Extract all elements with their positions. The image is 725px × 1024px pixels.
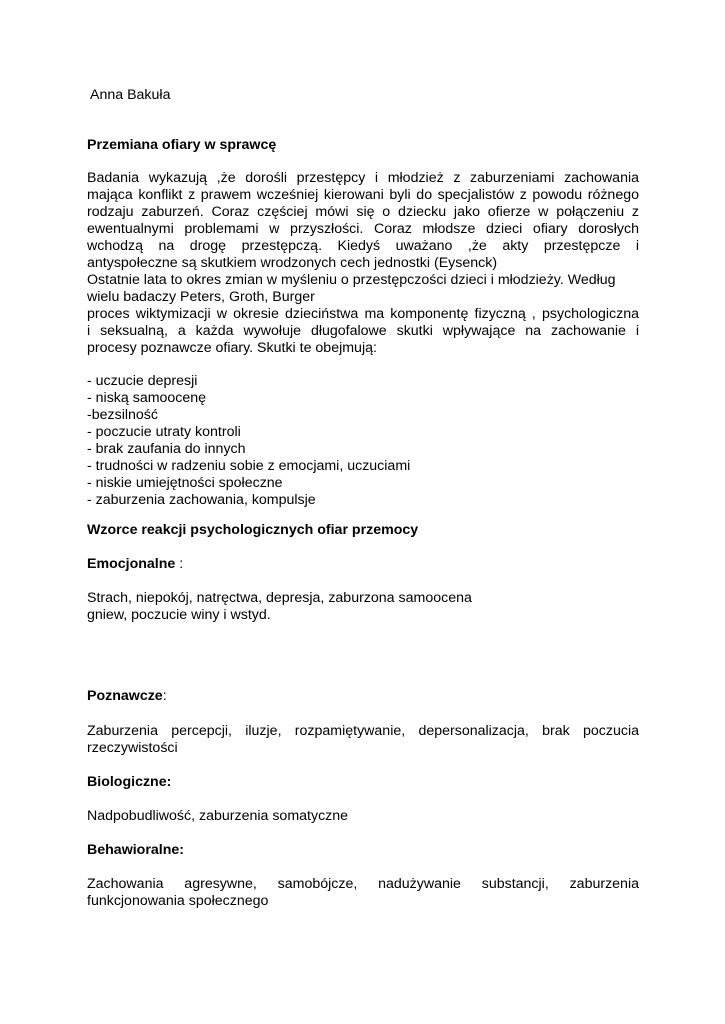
behavioral-text: Zachowania agresywne, samobójcze, nadużywanie substancji, zaburzenia funkcjonowania społecznego — [87, 876, 639, 909]
biological-heading: Biologiczne: — [87, 774, 172, 790]
list-item: - niskie umiejętności społeczne — [87, 475, 283, 491]
patterns-heading: Wzorce reakcji psychologicznych ofiar przemocy — [87, 522, 419, 538]
intro-line: ewentualnymi problemami w przyszłości. Coraz młodsze dzieci ofiary dorosłych — [87, 221, 639, 237]
intro-line: wchodzą na drogę przestępczą. Kiedyś uważano ,że akty przestępcze i — [87, 238, 639, 254]
list-item: - brak zaufania do innych — [87, 441, 246, 457]
cognitive-heading: Poznawcze: — [87, 688, 167, 704]
intro-line: Ostatnie lata to okres zmian w myśleniu o przestępczości dzieci i młodzieży. Według — [87, 272, 616, 288]
list-item: - zaburzenia zachowania, kompulsje — [87, 492, 316, 508]
intro-line: Badania wykazują ,że dorośli przestępcy i młodzież z zaburzeniami zachowania — [87, 170, 639, 186]
intro-line: wielu badaczy Peters, Groth, Burger — [87, 289, 315, 305]
intro-paragraph — [87, 170, 639, 357]
intro-line: proces wiktymizacji w okresie dzieciństwa ma komponentę fizyczną , psychologiczna — [87, 306, 639, 322]
biological-text: Nadpobudliwość, zaburzenia somatyczne — [87, 808, 349, 824]
list-item: -bezsilność — [87, 407, 158, 423]
list-item: - trudności w radzeniu sobie z emocjami, uczuciami — [87, 458, 411, 474]
intro-line: i seksualną, a każda wywołuje długofalowe skutki wpływające na zachowanie i — [87, 323, 639, 339]
intro-line: procesy poznawcze ofiary. Skutki te obejmują: — [87, 340, 377, 356]
list-item: - niską samoocenę — [87, 390, 207, 406]
author-name: Anna Bakuła — [90, 87, 171, 103]
emotional-text: Strach, niepokój, natręctwa, depresja, zaburzona samoocena gniew, poczucie winy i wstyd. — [87, 590, 472, 623]
document-title: Przemiana ofiary w sprawcę — [87, 137, 277, 153]
cognitive-text: Zaburzenia percepcji, iluzje, rozpamiętywanie, depersonalizacja, brak poczucia rzeczywistości — [87, 723, 639, 756]
emotional-heading: Emocjonalne : — [87, 556, 184, 572]
list-item: - uczucie depresji — [87, 373, 198, 389]
intro-line: antyspołeczne są skutkiem wrodzonych cech jednostki (Eysenck) — [87, 255, 498, 271]
intro-line: mająca konflikt z prawem wcześniej kierowani byli do specjalistów z powodu różnego — [87, 187, 639, 203]
effects-list — [87, 373, 639, 509]
list-item: - poczucie utraty kontroli — [87, 424, 241, 440]
behavioral-heading: Behawioralne: — [87, 842, 184, 858]
intro-line: rodzaju zaburzeń. Coraz częściej mówi się o dziecku jako ofierze w połączeniu z — [87, 204, 639, 220]
